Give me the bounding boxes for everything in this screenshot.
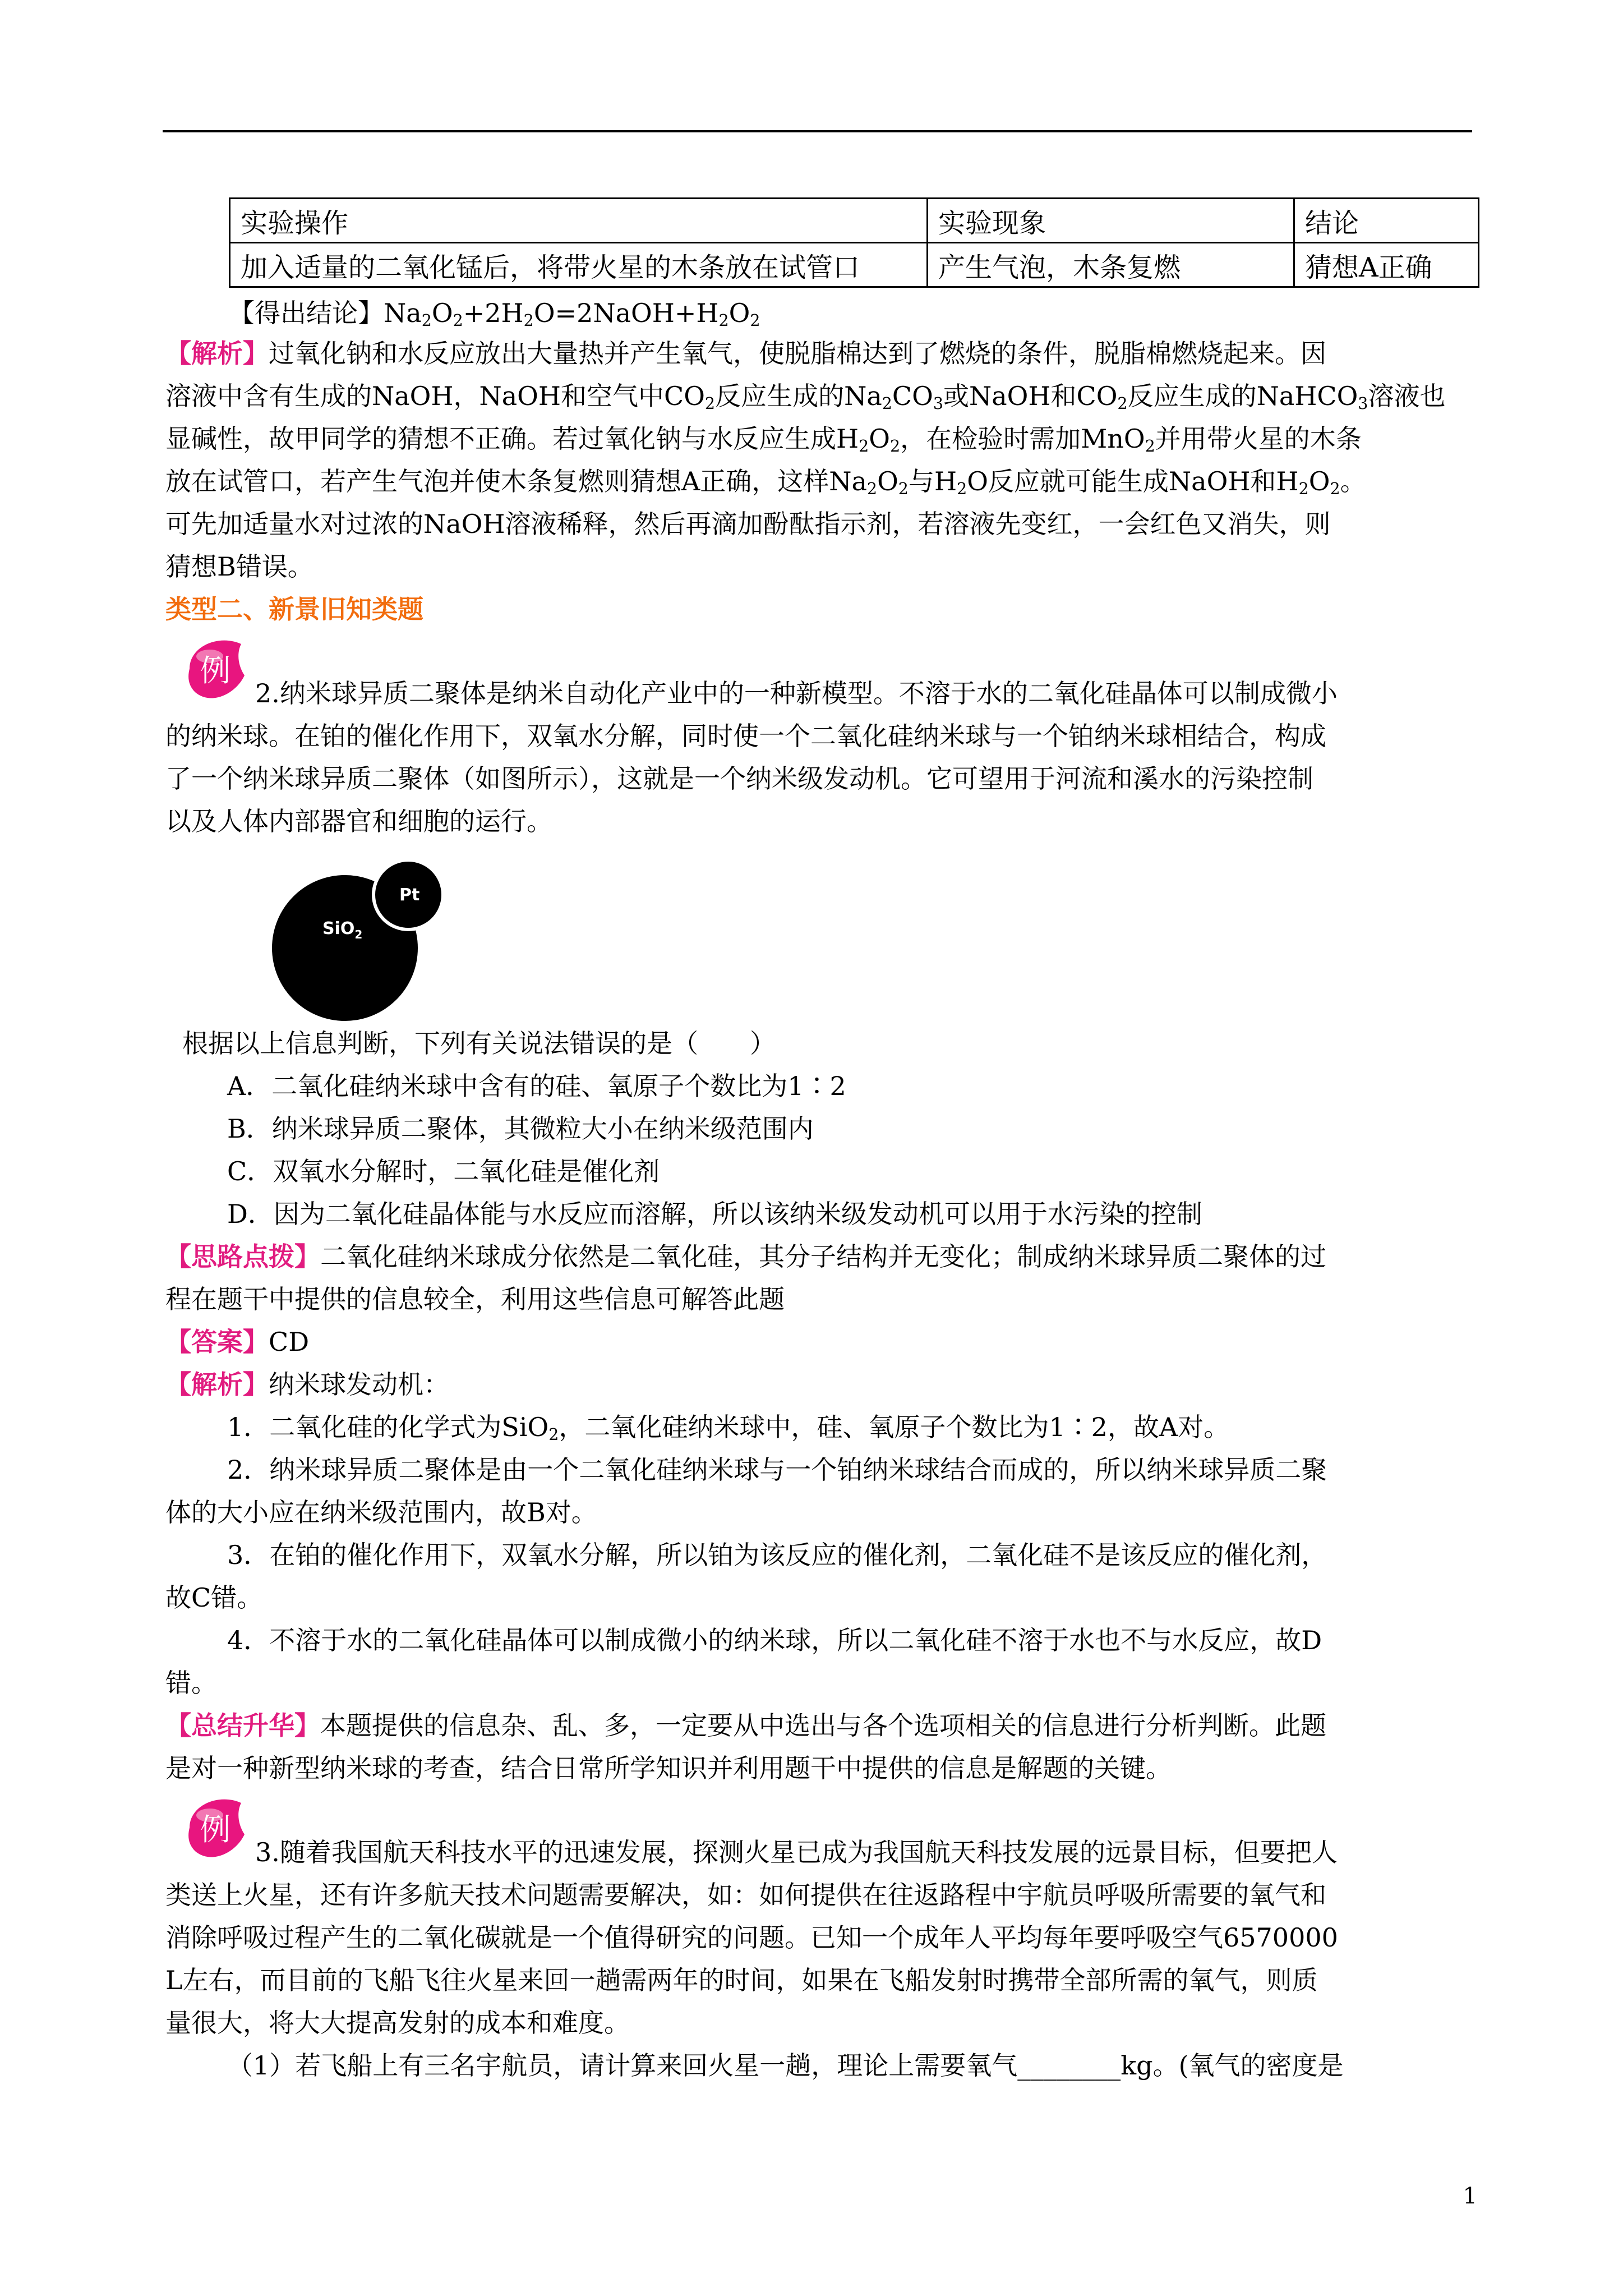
analysis1-line-4: 放在试管口，若产生气泡并使木条复燃则猜想A正确，这样$Na_2O_2$与$H_2O$反应就可能生成NaOH和$H_2O_2$。	[165, 466, 1366, 499]
analysis2-intro: 【解析】纳米球发动机：	[165, 1369, 449, 1400]
analysis2-point-4-cont: 错。	[165, 1668, 217, 1698]
sio2-label: SiO$_2$	[322, 919, 363, 941]
option-b: B．纳米球异质二聚体，其微粒大小在纳米级范围内	[227, 1114, 814, 1144]
q3-line-2: 类送上火星，还有许多航天技术问题需要解决，如：如何提供在往返路程中宇航员呼吸所需要的氧气和	[165, 1880, 1326, 1910]
svg-text:例: 例	[200, 1812, 230, 1847]
svg-text:例: 例	[200, 653, 230, 688]
table-cell: 猜想A正确	[1294, 243, 1479, 287]
summary-label: 【总结升华】	[165, 1710, 320, 1741]
table-header-cell: 实验现象	[928, 199, 1294, 243]
table-header-row	[230, 199, 1479, 243]
hint-line-1: 【思路点拨】二氧化硅纳米球成分依然是二氧化硅，其分子结构并无变化；制成纳米球异质二聚体的过	[165, 1241, 1326, 1272]
analysis2-point-1: 1．二氧化硅的化学式为SiO$_2$，二氧化硅纳米球中，硅、氧原子个数比为1∶2，故A对。	[227, 1412, 1230, 1444]
experiment-table	[229, 197, 1479, 288]
q3-line-3: 消除呼吸过程产生的二氧化碳就是一个值得研究的问题。已知一个成年人平均每年要呼吸空气6570000	[165, 1922, 1338, 1953]
q3-line-4: L左右，而目前的飞船飞往火星来回一趟需两年的时间，如果在飞船发射时携带全部所需的氧气，则质	[165, 1965, 1318, 1995]
analysis1-line-6: 猜想B错误。	[165, 551, 313, 582]
analysis2-point-2: 2．纳米球异质二聚体是由一个二氧化硅纳米球与一个铂纳米球结合而成的，所以纳米球异质二聚	[227, 1455, 1327, 1485]
analysis1-line-5: 可先加适量水对过浓的NaOH溶液稀释，然后再滴加酚酞指示剂，若溶液先变红，一会红色又消失，则	[165, 509, 1331, 539]
option-c: C．双氧水分解时，二氧化硅是催化剂	[227, 1156, 660, 1186]
analysis1-line-1	[165, 337, 1326, 370]
analysis2-point-3: 3．在铂的催化作用下，双氧水分解，所以铂为该反应的催化剂，二氧化硅不是该反应的催化剂，	[227, 1540, 1327, 1570]
summary-line-2: 是对一种新型纳米球的考查，结合日常所学知识并利用题干中提供的信息是解题的关键。	[165, 1753, 1172, 1783]
conclusion-label: 【得出结论】	[229, 298, 384, 328]
q3-line-1: 3.随着我国航天科技水平的迅速发展，探测火星已成为我国航天科技发展的远景目标，但要把人	[255, 1837, 1338, 1867]
analysis-label: 【解析】	[165, 338, 269, 369]
q2-line-2: 的纳米球。在铂的催化作用下，双氧水分解，同时使一个二氧化硅纳米球与一个铂纳米球相结合，构成	[165, 721, 1326, 751]
analysis1-line-3: 显碱性，故甲同学的猜想不正确。若过氧化钠与水反应生成$H_2O_2$，在检验时需加MnO$_2$并用带火星的木条	[165, 424, 1362, 456]
example-badge-icon	[178, 1793, 257, 1867]
answer-value: CD	[269, 1327, 310, 1357]
conclusion-equation: $Na_2O_2+2H_2O=2NaOH+H_2O_2$	[384, 298, 760, 330]
page-number: 1	[1463, 2183, 1477, 2209]
table-header-cell: 实验操作	[230, 199, 928, 243]
answer-label: 【答案】	[165, 1327, 269, 1357]
paragraph-text: 过氧化钠和水反应放出大量热并产生氧气，使脱脂棉达到了燃烧的条件，脱脂棉燃烧起来。因	[269, 338, 1326, 369]
analysis2-point-4: 4．不溶于水的二氧化硅晶体可以制成微小的纳米球，所以二氧化硅不溶于水也不与水反应，故D	[227, 1625, 1322, 1655]
summary-line-1: 【总结升华】本题提供的信息杂、乱、多，一定要从中选出与各个选项相关的信息进行分析判断。此题	[165, 1710, 1326, 1741]
option-d: D．因为二氧化硅晶体能与水反应而溶解，所以该纳米级发动机可以用于水污染的控制	[227, 1199, 1202, 1229]
table-cell: 加入适量的二氧化锰后，将带火星的木条放在试管口	[230, 243, 928, 287]
q2-line-3: 了一个纳米球异质二聚体（如图所示），这就是一个纳米级发动机。它可望用于河流和溪水的污染控制	[165, 763, 1313, 794]
section-heading: 类型二、新景旧知类题	[165, 594, 423, 624]
table-cell: 产生气泡，木条复燃	[928, 243, 1294, 287]
hint-line-2: 程在题干中提供的信息较全，利用这些信息可解答此题	[165, 1284, 785, 1314]
q2-line-4: 以及人体内部器官和细胞的运行。	[165, 806, 552, 836]
answer-line	[165, 1325, 309, 1359]
q2-line-1: 2.纳米球异质二聚体是纳米自动化产业中的一种新模型。不溶于水的二氧化硅晶体可以制成微小	[255, 678, 1338, 708]
table-header-cell: 结论	[1294, 199, 1479, 243]
q3-line-5: 量很大，将大大提高发射的成本和难度。	[165, 2008, 630, 2038]
question-stem: 根据以上信息判断，下列有关说法错误的是（ ）	[182, 1028, 776, 1059]
conclusion-line	[229, 296, 760, 330]
analysis-label: 【解析】	[165, 1369, 269, 1400]
header-rule	[163, 130, 1472, 132]
table-row	[230, 243, 1479, 287]
pt-label: Pt	[399, 885, 420, 905]
q3-subquestion-1: （1）若飞船上有三名宇航员，请计算来回火星一趟，理论上需要氧气________kg。(氧气的密度是	[227, 2050, 1344, 2081]
example-badge-icon	[178, 634, 257, 708]
analysis2-point-2-cont: 体的大小应在纳米级范围内，故B对。	[165, 1497, 597, 1527]
option-a: A．二氧化硅纳米球中含有的硅、氧原子个数比为1∶2	[227, 1071, 846, 1101]
analysis1-line-2: 溶液中含有生成的NaOH，NaOH和空气中$CO_2$反应生成的$Na_2CO_3$或NaOH和$CO_2$反应生成的NaHCO$_3$溶液也	[165, 381, 1446, 413]
nanoball-dimer-figure	[264, 855, 454, 1029]
analysis2-point-3-cont: 故C错。	[165, 1582, 263, 1613]
hint-label: 【思路点拨】	[165, 1241, 320, 1272]
